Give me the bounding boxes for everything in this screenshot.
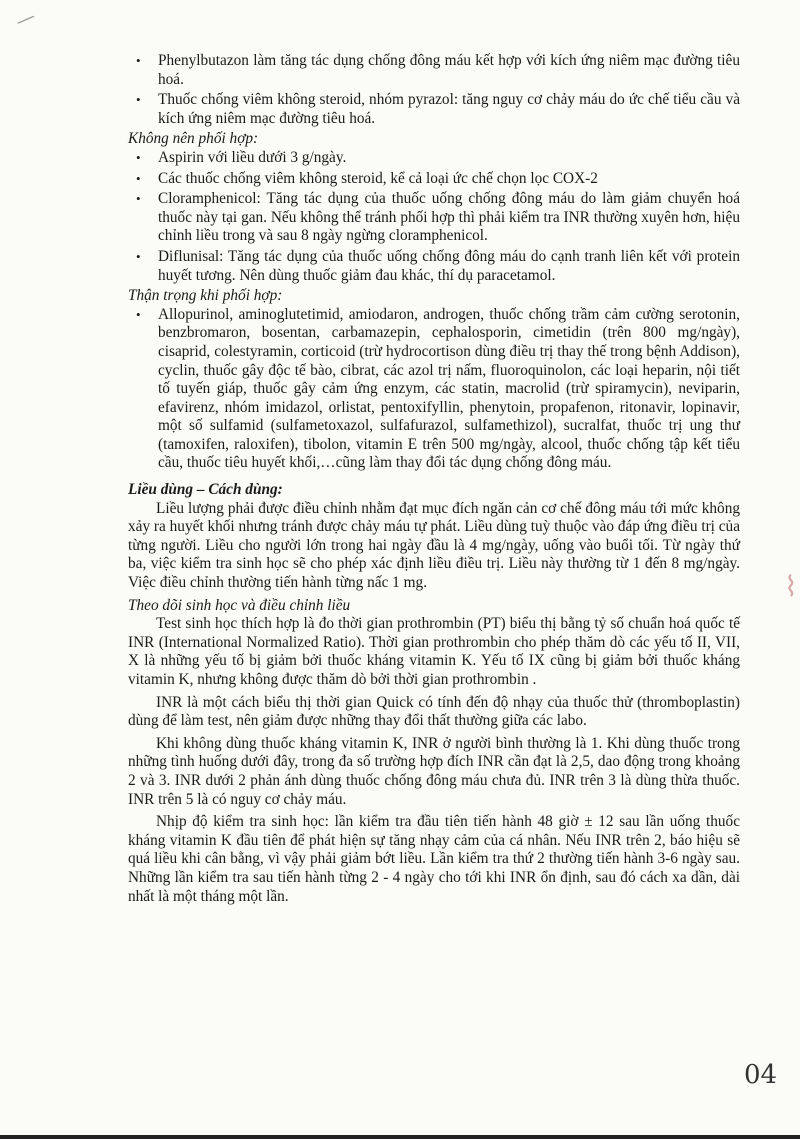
list-item: • Phenylbutazon làm tăng tác dụng chống đông máu kết hợp với kích ứng niêm mạc đường tiêu hoá. (136, 52, 740, 88)
document-body (128, 52, 740, 910)
bullet-icon: • (136, 149, 141, 165)
bullet-icon: • (136, 191, 141, 207)
scan-margin-mark: ⌇ (784, 570, 798, 603)
not-recommended-list (128, 149, 740, 285)
list-item: • Các thuốc chống viêm không steroid, kể cả loại ức chế chọn lọc COX-2 (136, 169, 598, 187)
bullet-icon: • (136, 170, 141, 186)
interaction-list (128, 52, 740, 128)
list-item: • Allopurinol, aminoglutetimid, amiodaron, androgen, thuốc chống trầm cảm cường serotonin, benzbromaron, bosentan, carbamazepin, cephalosporin, cimetidin (trên 800 mg/ngày), cisaprid, colestyramin, corticoid (trừ hydrocortison dùng điều trị thay thế trong bệnh Addison), cyclin, thuốc gây độc tế bào, cibrat, các azol trị nấm, fluoroquinolon, các loại heparin, nội tiết tố tuyến giáp, thuốc gây cảm ứng enzym, các statin, macrolid (trừ spiramycin), neviparin, efavirenz, nhóm imidazol, orlistat, pentoxifyllin, phenytoin, propafenon, ritonavir, lopinavir, một số sulfamid (sulfametoxazol, sulfafurazol, sulfamethizol), sucralfat, thuốc trị ung thư (tamoxifen, raloxifen), tibolon, vitamin E trên 500 mg/ngày, alcool, thuốc chống tập kết tiểu cầu, thuốc tiêu huyết khối,…cũng làm thay đổi tác dụng chống đông máu. (136, 305, 740, 472)
list-item: • Aspirin với liều dưới 3 g/ngày. (136, 148, 347, 166)
list-item: • Thuốc chống viêm không steroid, nhóm pyrazol: tăng nguy cơ chảy máu do ức chế tiểu cầu và kích ứng niêm mạc đường tiêu hoá. (136, 91, 740, 127)
not-recommended-heading: Không nên phối hợp: (128, 130, 259, 148)
list-item: • Cloramphenicol: Tăng tác dụng của thuốc uống chống đông máu do làm giảm chuyển hoá thuốc này tại gan. Nếu không thể tránh phối hợp thì phải kiểm tra INR thường xuyên hơn, hiệu chỉnh liều trong và sau 8 ngày ngừng cloramphenicol. (136, 190, 740, 245)
bullet-icon: • (136, 306, 141, 322)
scan-corner-mark: ⁄ (17, 9, 34, 31)
caution-list (128, 306, 740, 473)
caution-heading: Thận trọng khi phối hợp: (128, 287, 283, 305)
monitoring-paragraph: Test sinh học thích hợp là đo thời gian prothrombin (PT) biểu thị bằng tỷ số chuẩn hoá quốc tế INR (International Normalized Ratio). Thời gian prothrombin cho phép thăm dò các yếu tố II, VII, X là những yếu tố bị giảm bởi thuốc kháng vitamin K. Yếu tố IX cũng bị giảm bởi thuốc kháng vitamin K, nhưng không được thăm dò bởi thời gian prothrombin . (128, 615, 740, 688)
monitoring-paragraph: INR là một cách biểu thị thời gian Quick có tính đến độ nhạy của thuốc thử (thromboplastin) dùng để làm test, nên giảm được những thay đổi thất thường giữa các labo. (128, 693, 740, 730)
page-number: 04 (744, 1060, 778, 1090)
bullet-icon: • (136, 92, 141, 108)
dosage-paragraph: Liều lượng phải được điều chỉnh nhằm đạt mục đích ngăn cản cơ chế đông máu tới mức không xảy ra huyết khối nhưng tránh được chảy máu tự phát. Liều dùng tuỳ thuộc vào đáp ứng điều trị của từng người. Liều cho người lớn trong hai ngày đầu là 4 mg/ngày, uống vào buổi tối. Từ ngày thứ ba, việc kiểm tra sinh học sẽ cho phép xác định liều điều trị. Liều này thường từ 1 đến 8 mg/ngày. Việc điều chỉnh thường tiến hành từng nấc 1 mg. (128, 499, 740, 592)
list-item: • Diflunisal: Tăng tác dụng của thuốc uống chống đông máu do cạnh tranh liên kết với protein huyết tương. Nên dùng thuốc giảm đau khác, thí dụ paracetamol. (136, 247, 740, 284)
monitoring-paragraph: Nhịp độ kiểm tra sinh học: lần kiểm tra đầu tiên tiến hành 48 giờ ± 12 sau lần uống thuốc kháng vitamin K đầu tiên để phát hiện sự tăng nhạy cảm của cá nhân. Nếu INR trên 2, báo hiệu sẽ quá liều khi cân bằng, vì vậy phải giảm bớt liều. Lần kiểm tra thứ 2 thường tiến hành 3-6 ngày sau. Những lần kiểm tra sau tiến hành từng 2 - 4 ngày cho tới khi INR ổn định, sau đó cách xa dần, dài nhất là một tháng một lần. (128, 813, 740, 905)
monitoring-paragraph: Khi không dùng thuốc kháng vitamin K, INR ở người bình thường là 1. Khi dùng thuốc trong những tình huống dưới đây, trong đa số trường hợp đích INR cần đạt là 2,5, dao động trong khoảng 2 và 3. INR dưới 2 phản ánh dùng thuốc chống đông máu chưa đủ. INR trên 3 là dùng thừa thuốc. INR trên 5 là có nguy cơ chảy máu. (128, 734, 740, 808)
bottom-rule (0, 1135, 800, 1139)
dosage-heading: Liều dùng – Cách dùng: (128, 481, 283, 499)
bullet-icon: • (136, 248, 141, 264)
monitoring-heading: Theo dõi sinh học và điều chỉnh liều (128, 596, 351, 614)
bullet-icon: • (136, 53, 141, 68)
